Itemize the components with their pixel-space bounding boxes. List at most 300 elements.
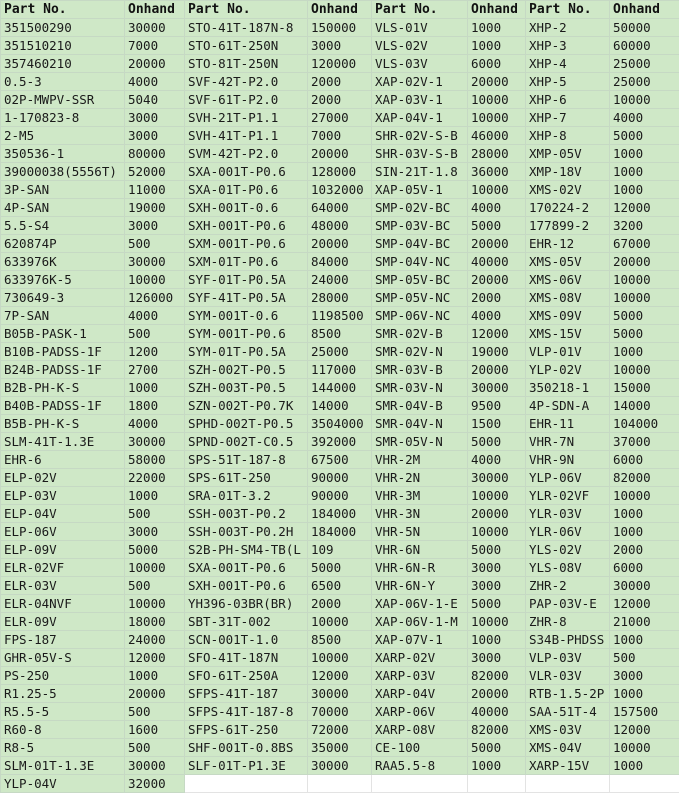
onhand-cell[interactable]: 20000 bbox=[468, 505, 526, 523]
part-number-cell[interactable]: ELR-04NVF bbox=[1, 595, 125, 613]
part-number-cell[interactable]: XARP-03V bbox=[372, 667, 468, 685]
onhand-cell[interactable]: 20000 bbox=[468, 73, 526, 91]
part-number-cell[interactable]: XARP-06V bbox=[372, 703, 468, 721]
onhand-cell[interactable]: 1000 bbox=[610, 685, 679, 703]
onhand-cell[interactable]: 1000 bbox=[610, 145, 679, 163]
onhand-cell[interactable]: 500 bbox=[125, 577, 185, 595]
part-number-cell[interactable]: SLM-41T-1.3E bbox=[1, 433, 125, 451]
onhand-cell[interactable]: 27000 bbox=[308, 109, 372, 127]
onhand-cell[interactable]: 6500 bbox=[308, 577, 372, 595]
onhand-cell[interactable]: 12000 bbox=[610, 595, 679, 613]
header-cell[interactable]: Onhand bbox=[610, 1, 679, 19]
part-number-cell[interactable]: 02P-MWPV-SSR bbox=[1, 91, 125, 109]
part-number-cell[interactable]: SAA-51T-4 bbox=[526, 703, 610, 721]
part-number-cell[interactable]: 350218-1 bbox=[526, 379, 610, 397]
part-number-cell[interactable]: SMR-04V-N bbox=[372, 415, 468, 433]
part-number-cell[interactable]: S2B-PH-SM4-TB(L bbox=[185, 541, 308, 559]
onhand-cell[interactable]: 40000 bbox=[468, 703, 526, 721]
part-number-cell[interactable]: SPND-002T-C0.5 bbox=[185, 433, 308, 451]
part-number-cell[interactable]: SPS-61T-250 bbox=[185, 469, 308, 487]
onhand-cell[interactable]: 10000 bbox=[610, 739, 679, 757]
onhand-cell[interactable]: 28000 bbox=[468, 145, 526, 163]
part-number-cell[interactable]: XMS-06V bbox=[526, 271, 610, 289]
onhand-cell[interactable]: 5000 bbox=[468, 541, 526, 559]
onhand-cell[interactable]: 37000 bbox=[610, 433, 679, 451]
part-number-cell[interactable]: SBT-31T-002 bbox=[185, 613, 308, 631]
onhand-cell[interactable]: 3000 bbox=[125, 523, 185, 541]
onhand-cell[interactable]: 184000 bbox=[308, 523, 372, 541]
onhand-cell[interactable]: 14000 bbox=[308, 397, 372, 415]
part-number-cell[interactable]: 5.5-S4 bbox=[1, 217, 125, 235]
part-number-cell[interactable]: XMS-09V bbox=[526, 307, 610, 325]
onhand-cell[interactable]: 1000 bbox=[125, 487, 185, 505]
part-number-cell[interactable]: SZN-002T-P0.7K bbox=[185, 397, 308, 415]
onhand-cell[interactable]: 144000 bbox=[308, 379, 372, 397]
part-number-cell[interactable]: VLS-01V bbox=[372, 19, 468, 37]
part-number-cell[interactable]: XARP-04V bbox=[372, 685, 468, 703]
onhand-cell[interactable]: 5000 bbox=[468, 595, 526, 613]
onhand-cell[interactable]: 500 bbox=[125, 505, 185, 523]
onhand-cell[interactable]: 19000 bbox=[468, 343, 526, 361]
part-number-cell[interactable]: SMR-04V-B bbox=[372, 397, 468, 415]
onhand-cell[interactable]: 11000 bbox=[125, 181, 185, 199]
part-number-cell[interactable]: SFO-61T-250A bbox=[185, 667, 308, 685]
part-number-cell[interactable]: XMS-03V bbox=[526, 721, 610, 739]
onhand-cell[interactable]: 1000 bbox=[468, 631, 526, 649]
onhand-cell[interactable]: 25000 bbox=[610, 55, 679, 73]
part-number-cell[interactable]: SXH-001T-P0.6 bbox=[185, 217, 308, 235]
onhand-cell[interactable]: 7000 bbox=[308, 127, 372, 145]
onhand-cell[interactable]: 3000 bbox=[468, 577, 526, 595]
onhand-cell[interactable]: 1000 bbox=[125, 379, 185, 397]
part-number-cell[interactable]: R8-5 bbox=[1, 739, 125, 757]
onhand-cell[interactable]: 52000 bbox=[125, 163, 185, 181]
part-number-cell[interactable]: SMP-05V-NC bbox=[372, 289, 468, 307]
part-number-cell[interactable]: SVF-61T-P2.0 bbox=[185, 91, 308, 109]
onhand-cell[interactable]: 10000 bbox=[468, 487, 526, 505]
onhand-cell[interactable]: 3000 bbox=[125, 109, 185, 127]
part-number-cell[interactable]: SXM-01T-P0.6 bbox=[185, 253, 308, 271]
part-number-cell[interactable]: SVF-42T-P2.0 bbox=[185, 73, 308, 91]
onhand-cell[interactable]: 12000 bbox=[308, 667, 372, 685]
onhand-cell[interactable]: 21000 bbox=[610, 613, 679, 631]
header-cell[interactable]: Part No. bbox=[526, 1, 610, 19]
part-number-cell[interactable]: SMP-04V-NC bbox=[372, 253, 468, 271]
onhand-cell[interactable]: 1600 bbox=[125, 721, 185, 739]
onhand-cell[interactable]: 4000 bbox=[468, 451, 526, 469]
part-number-cell[interactable]: 3P-SAN bbox=[1, 181, 125, 199]
onhand-cell[interactable]: 30000 bbox=[125, 757, 185, 775]
part-number-cell[interactable]: 1-170823-8 bbox=[1, 109, 125, 127]
onhand-cell[interactable]: 5000 bbox=[468, 433, 526, 451]
header-cell[interactable]: Onhand bbox=[468, 1, 526, 19]
part-number-cell[interactable]: YH396-03BR(BR) bbox=[185, 595, 308, 613]
onhand-cell[interactable]: 30000 bbox=[125, 433, 185, 451]
part-number-cell[interactable]: SXA-01T-P0.6 bbox=[185, 181, 308, 199]
part-number-cell[interactable]: SHR-03V-S-B bbox=[372, 145, 468, 163]
part-number-cell[interactable]: SXM-001T-P0.6 bbox=[185, 235, 308, 253]
onhand-cell[interactable]: 20000 bbox=[610, 253, 679, 271]
onhand-cell[interactable]: 10000 bbox=[468, 523, 526, 541]
part-number-cell[interactable]: B05B-PASK-1 bbox=[1, 325, 125, 343]
part-number-cell[interactable]: 633976K-5 bbox=[1, 271, 125, 289]
part-number-cell[interactable]: VHR-6N bbox=[372, 541, 468, 559]
part-number-cell[interactable]: SFO-41T-187N bbox=[185, 649, 308, 667]
part-number-cell[interactable]: SIN-21T-1.8 bbox=[372, 163, 468, 181]
onhand-cell[interactable]: 5000 bbox=[610, 307, 679, 325]
part-number-cell[interactable]: XMP-05V bbox=[526, 145, 610, 163]
part-number-cell[interactable]: RAA5.5-8 bbox=[372, 757, 468, 775]
part-number-cell[interactable]: 0.5-3 bbox=[1, 73, 125, 91]
part-number-cell[interactable]: XAP-02V-1 bbox=[372, 73, 468, 91]
onhand-cell[interactable]: 1000 bbox=[610, 343, 679, 361]
onhand-cell[interactable]: 30000 bbox=[610, 577, 679, 595]
onhand-cell[interactable]: 30000 bbox=[308, 757, 372, 775]
onhand-cell[interactable]: 30000 bbox=[125, 19, 185, 37]
part-number-cell[interactable]: R5.5-5 bbox=[1, 703, 125, 721]
onhand-cell[interactable]: 157500 bbox=[610, 703, 679, 721]
part-number-cell[interactable]: SYF-01T-P0.5A bbox=[185, 271, 308, 289]
part-number-cell[interactable]: YLR-03V bbox=[526, 505, 610, 523]
part-number-cell[interactable]: SMP-02V-BC bbox=[372, 199, 468, 217]
part-number-cell[interactable]: XMS-08V bbox=[526, 289, 610, 307]
part-number-cell[interactable]: 2-M5 bbox=[1, 127, 125, 145]
onhand-cell[interactable]: 10000 bbox=[308, 613, 372, 631]
onhand-cell[interactable]: 500 bbox=[125, 703, 185, 721]
onhand-cell[interactable]: 3000 bbox=[610, 667, 679, 685]
onhand-cell[interactable]: 5000 bbox=[468, 217, 526, 235]
onhand-cell[interactable]: 28000 bbox=[308, 289, 372, 307]
part-number-cell[interactable]: SLM-01T-1.3E bbox=[1, 757, 125, 775]
part-number-cell[interactable]: SSH-003T-P0.2 bbox=[185, 505, 308, 523]
part-number-cell[interactable]: 620874P bbox=[1, 235, 125, 253]
part-number-cell[interactable]: XHP-6 bbox=[526, 91, 610, 109]
part-number-cell[interactable]: B2B-PH-K-S bbox=[1, 379, 125, 397]
part-number-cell[interactable]: SRA-01T-3.2 bbox=[185, 487, 308, 505]
part-number-cell[interactable]: XARP-02V bbox=[372, 649, 468, 667]
onhand-cell[interactable]: 5040 bbox=[125, 91, 185, 109]
part-number-cell[interactable]: PAP-03V-E bbox=[526, 595, 610, 613]
part-number-cell[interactable]: R60-8 bbox=[1, 721, 125, 739]
onhand-cell[interactable]: 184000 bbox=[308, 505, 372, 523]
part-number-cell[interactable]: XHP-7 bbox=[526, 109, 610, 127]
part-number-cell[interactable]: ELR-03V bbox=[1, 577, 125, 595]
part-number-cell[interactable]: XAP-06V-1-E bbox=[372, 595, 468, 613]
onhand-cell[interactable]: 10000 bbox=[308, 649, 372, 667]
part-number-cell[interactable]: SPS-51T-187-8 bbox=[185, 451, 308, 469]
onhand-cell[interactable]: 50000 bbox=[610, 19, 679, 37]
part-number-cell[interactable]: SZH-002T-P0.5 bbox=[185, 361, 308, 379]
part-number-cell[interactable]: YLP-06V bbox=[526, 469, 610, 487]
onhand-cell[interactable]: 6000 bbox=[468, 55, 526, 73]
part-number-cell[interactable]: SYF-41T-P0.5A bbox=[185, 289, 308, 307]
part-number-cell[interactable]: VHR-5N bbox=[372, 523, 468, 541]
onhand-cell[interactable]: 2000 bbox=[468, 289, 526, 307]
onhand-cell[interactable]: 5000 bbox=[610, 325, 679, 343]
part-number-cell[interactable]: VLP-03V bbox=[526, 649, 610, 667]
onhand-cell[interactable]: 10000 bbox=[610, 91, 679, 109]
part-number-cell[interactable]: SHR-02V-S-B bbox=[372, 127, 468, 145]
empty-cell[interactable] bbox=[468, 775, 526, 793]
part-number-cell[interactable]: 7P-SAN bbox=[1, 307, 125, 325]
onhand-cell[interactable]: 20000 bbox=[125, 685, 185, 703]
part-number-cell[interactable]: SFPS-41T-187-8 bbox=[185, 703, 308, 721]
onhand-cell[interactable]: 500 bbox=[125, 325, 185, 343]
onhand-cell[interactable]: 1000 bbox=[610, 163, 679, 181]
onhand-cell[interactable]: 1000 bbox=[610, 631, 679, 649]
part-number-cell[interactable]: B40B-PADSS-1F bbox=[1, 397, 125, 415]
onhand-cell[interactable]: 40000 bbox=[468, 253, 526, 271]
part-number-cell[interactable]: SXH-001T-P0.6 bbox=[185, 577, 308, 595]
part-number-cell[interactable]: XAP-07V-1 bbox=[372, 631, 468, 649]
part-number-cell[interactable]: SZH-003T-P0.5 bbox=[185, 379, 308, 397]
onhand-cell[interactable]: 392000 bbox=[308, 433, 372, 451]
part-number-cell[interactable]: SSH-003T-P0.2H bbox=[185, 523, 308, 541]
part-number-cell[interactable]: B24B-PADSS-1F bbox=[1, 361, 125, 379]
onhand-cell[interactable]: 4000 bbox=[125, 415, 185, 433]
onhand-cell[interactable]: 5000 bbox=[308, 559, 372, 577]
part-number-cell[interactable]: SMR-03V-N bbox=[372, 379, 468, 397]
onhand-cell[interactable]: 20000 bbox=[468, 361, 526, 379]
part-number-cell[interactable]: SMR-02V-B bbox=[372, 325, 468, 343]
part-number-cell[interactable]: S34B-PHDSS bbox=[526, 631, 610, 649]
onhand-cell[interactable]: 20000 bbox=[468, 235, 526, 253]
onhand-cell[interactable]: 8500 bbox=[308, 631, 372, 649]
part-number-cell[interactable]: SPHD-002T-P0.5 bbox=[185, 415, 308, 433]
header-cell[interactable]: Part No. bbox=[372, 1, 468, 19]
onhand-cell[interactable]: 109 bbox=[308, 541, 372, 559]
header-cell[interactable]: Onhand bbox=[125, 1, 185, 19]
onhand-cell[interactable]: 46000 bbox=[468, 127, 526, 145]
part-number-cell[interactable]: 170224-2 bbox=[526, 199, 610, 217]
onhand-cell[interactable]: 25000 bbox=[610, 73, 679, 91]
part-number-cell[interactable]: XARP-08V bbox=[372, 721, 468, 739]
onhand-cell[interactable]: 15000 bbox=[610, 379, 679, 397]
onhand-cell[interactable]: 6000 bbox=[610, 451, 679, 469]
part-number-cell[interactable]: 350536-1 bbox=[1, 145, 125, 163]
part-number-cell[interactable]: 357460210 bbox=[1, 55, 125, 73]
header-cell[interactable]: Part No. bbox=[185, 1, 308, 19]
onhand-cell[interactable]: 10000 bbox=[125, 595, 185, 613]
onhand-cell[interactable]: 2000 bbox=[610, 541, 679, 559]
onhand-cell[interactable]: 72000 bbox=[308, 721, 372, 739]
onhand-cell[interactable]: 20000 bbox=[308, 145, 372, 163]
onhand-cell[interactable]: 2000 bbox=[308, 91, 372, 109]
part-number-cell[interactable]: B10B-PADSS-1F bbox=[1, 343, 125, 361]
onhand-cell[interactable]: 30000 bbox=[468, 469, 526, 487]
onhand-cell[interactable]: 32000 bbox=[125, 775, 185, 793]
empty-cell[interactable] bbox=[185, 775, 308, 793]
onhand-cell[interactable]: 12000 bbox=[610, 721, 679, 739]
onhand-cell[interactable]: 1000 bbox=[468, 19, 526, 37]
onhand-cell[interactable]: 10000 bbox=[610, 271, 679, 289]
part-number-cell[interactable]: VHR-2M bbox=[372, 451, 468, 469]
onhand-cell[interactable]: 12000 bbox=[468, 325, 526, 343]
onhand-cell[interactable]: 1032000 bbox=[308, 181, 372, 199]
onhand-cell[interactable]: 14000 bbox=[610, 397, 679, 415]
part-number-cell[interactable]: ELP-04V bbox=[1, 505, 125, 523]
part-number-cell[interactable]: SXA-001T-P0.6 bbox=[185, 559, 308, 577]
part-number-cell[interactable]: EHR-12 bbox=[526, 235, 610, 253]
part-number-cell[interactable]: 4P-SDN-A bbox=[526, 397, 610, 415]
part-number-cell[interactable]: VLR-03V bbox=[526, 667, 610, 685]
onhand-cell[interactable]: 3000 bbox=[125, 127, 185, 145]
part-number-cell[interactable]: XMS-05V bbox=[526, 253, 610, 271]
part-number-cell[interactable]: EHR-6 bbox=[1, 451, 125, 469]
onhand-cell[interactable]: 10000 bbox=[468, 181, 526, 199]
part-number-cell[interactable]: SMR-02V-N bbox=[372, 343, 468, 361]
onhand-cell[interactable]: 20000 bbox=[468, 271, 526, 289]
onhand-cell[interactable]: 120000 bbox=[308, 55, 372, 73]
part-number-cell[interactable]: VHR-9N bbox=[526, 451, 610, 469]
onhand-cell[interactable]: 2700 bbox=[125, 361, 185, 379]
part-number-cell[interactable]: VLP-01V bbox=[526, 343, 610, 361]
empty-cell[interactable] bbox=[308, 775, 372, 793]
part-number-cell[interactable]: PS-250 bbox=[1, 667, 125, 685]
part-number-cell[interactable]: VLS-03V bbox=[372, 55, 468, 73]
part-number-cell[interactable]: 351500290 bbox=[1, 19, 125, 37]
onhand-cell[interactable]: 4000 bbox=[125, 73, 185, 91]
onhand-cell[interactable]: 80000 bbox=[125, 145, 185, 163]
onhand-cell[interactable]: 3000 bbox=[468, 559, 526, 577]
part-number-cell[interactable]: ZHR-8 bbox=[526, 613, 610, 631]
onhand-cell[interactable]: 36000 bbox=[468, 163, 526, 181]
part-number-cell[interactable]: SLF-01T-P1.3E bbox=[185, 757, 308, 775]
part-number-cell[interactable]: SVM-42T-P2.0 bbox=[185, 145, 308, 163]
part-number-cell[interactable]: XMS-15V bbox=[526, 325, 610, 343]
part-number-cell[interactable]: YLP-02V bbox=[526, 361, 610, 379]
part-number-cell[interactable]: YLR-06V bbox=[526, 523, 610, 541]
onhand-cell[interactable]: 30000 bbox=[308, 685, 372, 703]
part-number-cell[interactable]: RTB-1.5-2P bbox=[526, 685, 610, 703]
part-number-cell[interactable]: STO-41T-187N-8 bbox=[185, 19, 308, 37]
onhand-cell[interactable]: 20000 bbox=[125, 55, 185, 73]
onhand-cell[interactable]: 48000 bbox=[308, 217, 372, 235]
onhand-cell[interactable]: 2000 bbox=[308, 595, 372, 613]
part-number-cell[interactable]: VHR-6N-Y bbox=[372, 577, 468, 595]
onhand-cell[interactable]: 1000 bbox=[610, 505, 679, 523]
part-number-cell[interactable]: SFPS-61T-250 bbox=[185, 721, 308, 739]
part-number-cell[interactable]: VHR-3N bbox=[372, 505, 468, 523]
part-number-cell[interactable]: XMS-04V bbox=[526, 739, 610, 757]
onhand-cell[interactable]: 90000 bbox=[308, 487, 372, 505]
part-number-cell[interactable]: SVH-41T-P1.1 bbox=[185, 127, 308, 145]
part-number-cell[interactable]: SVH-21T-P1.1 bbox=[185, 109, 308, 127]
onhand-cell[interactable]: 1000 bbox=[468, 37, 526, 55]
part-number-cell[interactable]: CE-100 bbox=[372, 739, 468, 757]
part-number-cell[interactable]: SMP-04V-BC bbox=[372, 235, 468, 253]
part-number-cell[interactable]: 177899-2 bbox=[526, 217, 610, 235]
onhand-cell[interactable]: 3000 bbox=[468, 649, 526, 667]
onhand-cell[interactable]: 58000 bbox=[125, 451, 185, 469]
part-number-cell[interactable]: YLR-02VF bbox=[526, 487, 610, 505]
onhand-cell[interactable]: 104000 bbox=[610, 415, 679, 433]
part-number-cell[interactable]: ZHR-2 bbox=[526, 577, 610, 595]
part-number-cell[interactable]: ELR-09V bbox=[1, 613, 125, 631]
onhand-cell[interactable]: 3000 bbox=[308, 37, 372, 55]
part-number-cell[interactable]: 351510210 bbox=[1, 37, 125, 55]
onhand-cell[interactable]: 5000 bbox=[125, 541, 185, 559]
part-number-cell[interactable]: SMP-05V-BC bbox=[372, 271, 468, 289]
onhand-cell[interactable]: 25000 bbox=[308, 343, 372, 361]
onhand-cell[interactable]: 82000 bbox=[468, 721, 526, 739]
onhand-cell[interactable]: 7000 bbox=[125, 37, 185, 55]
onhand-cell[interactable]: 24000 bbox=[125, 631, 185, 649]
part-number-cell[interactable]: SCN-001T-1.0 bbox=[185, 631, 308, 649]
onhand-cell[interactable]: 19000 bbox=[125, 199, 185, 217]
onhand-cell[interactable]: 117000 bbox=[308, 361, 372, 379]
part-number-cell[interactable]: EHR-11 bbox=[526, 415, 610, 433]
part-number-cell[interactable]: XAP-04V-1 bbox=[372, 109, 468, 127]
part-number-cell[interactable]: VHR-3M bbox=[372, 487, 468, 505]
onhand-cell[interactable]: 60000 bbox=[610, 37, 679, 55]
part-number-cell[interactable]: ELP-09V bbox=[1, 541, 125, 559]
onhand-cell[interactable]: 500 bbox=[125, 235, 185, 253]
onhand-cell[interactable]: 126000 bbox=[125, 289, 185, 307]
onhand-cell[interactable]: 1198500 bbox=[308, 307, 372, 325]
part-number-cell[interactable]: VLS-02V bbox=[372, 37, 468, 55]
part-number-cell[interactable]: XAP-05V-1 bbox=[372, 181, 468, 199]
onhand-cell[interactable]: 9500 bbox=[468, 397, 526, 415]
part-number-cell[interactable]: XMP-18V bbox=[526, 163, 610, 181]
part-number-cell[interactable]: SFPS-41T-187 bbox=[185, 685, 308, 703]
onhand-cell[interactable]: 64000 bbox=[308, 199, 372, 217]
onhand-cell[interactable]: 10000 bbox=[468, 613, 526, 631]
onhand-cell[interactable]: 128000 bbox=[308, 163, 372, 181]
onhand-cell[interactable]: 150000 bbox=[308, 19, 372, 37]
onhand-cell[interactable]: 4000 bbox=[125, 307, 185, 325]
onhand-cell[interactable]: 30000 bbox=[468, 379, 526, 397]
part-number-cell[interactable]: 39000038(5556T) bbox=[1, 163, 125, 181]
onhand-cell[interactable]: 84000 bbox=[308, 253, 372, 271]
part-number-cell[interactable]: ELR-02VF bbox=[1, 559, 125, 577]
part-number-cell[interactable]: ELP-02V bbox=[1, 469, 125, 487]
part-number-cell[interactable]: XHP-3 bbox=[526, 37, 610, 55]
header-cell[interactable]: Part No. bbox=[1, 1, 125, 19]
onhand-cell[interactable]: 12000 bbox=[125, 649, 185, 667]
onhand-cell[interactable]: 12000 bbox=[610, 199, 679, 217]
onhand-cell[interactable]: 1000 bbox=[610, 757, 679, 775]
onhand-cell[interactable]: 10000 bbox=[610, 361, 679, 379]
onhand-cell[interactable]: 500 bbox=[610, 649, 679, 667]
onhand-cell[interactable]: 3504000 bbox=[308, 415, 372, 433]
onhand-cell[interactable]: 5000 bbox=[610, 127, 679, 145]
part-number-cell[interactable]: SMP-03V-BC bbox=[372, 217, 468, 235]
part-number-cell[interactable]: R1.25-5 bbox=[1, 685, 125, 703]
part-number-cell[interactable]: YLS-02V bbox=[526, 541, 610, 559]
part-number-cell[interactable]: YLP-04V bbox=[1, 775, 125, 793]
onhand-cell[interactable]: 18000 bbox=[125, 613, 185, 631]
part-number-cell[interactable]: SYM-001T-P0.6 bbox=[185, 325, 308, 343]
onhand-cell[interactable]: 20000 bbox=[308, 235, 372, 253]
onhand-cell[interactable]: 10000 bbox=[468, 109, 526, 127]
part-number-cell[interactable]: SXA-001T-P0.6 bbox=[185, 163, 308, 181]
onhand-cell[interactable]: 6000 bbox=[610, 559, 679, 577]
part-number-cell[interactable]: 730649-3 bbox=[1, 289, 125, 307]
onhand-cell[interactable]: 1000 bbox=[610, 181, 679, 199]
empty-cell[interactable] bbox=[526, 775, 610, 793]
part-number-cell[interactable]: 633976K bbox=[1, 253, 125, 271]
part-number-cell[interactable]: STO-81T-250N bbox=[185, 55, 308, 73]
part-number-cell[interactable]: XAP-06V-1-M bbox=[372, 613, 468, 631]
empty-cell[interactable] bbox=[610, 775, 679, 793]
onhand-cell[interactable]: 67000 bbox=[610, 235, 679, 253]
onhand-cell[interactable]: 4000 bbox=[468, 199, 526, 217]
onhand-cell[interactable]: 67500 bbox=[308, 451, 372, 469]
empty-cell[interactable] bbox=[372, 775, 468, 793]
part-number-cell[interactable]: SMP-06V-NC bbox=[372, 307, 468, 325]
part-number-cell[interactable]: SXH-001T-0.6 bbox=[185, 199, 308, 217]
